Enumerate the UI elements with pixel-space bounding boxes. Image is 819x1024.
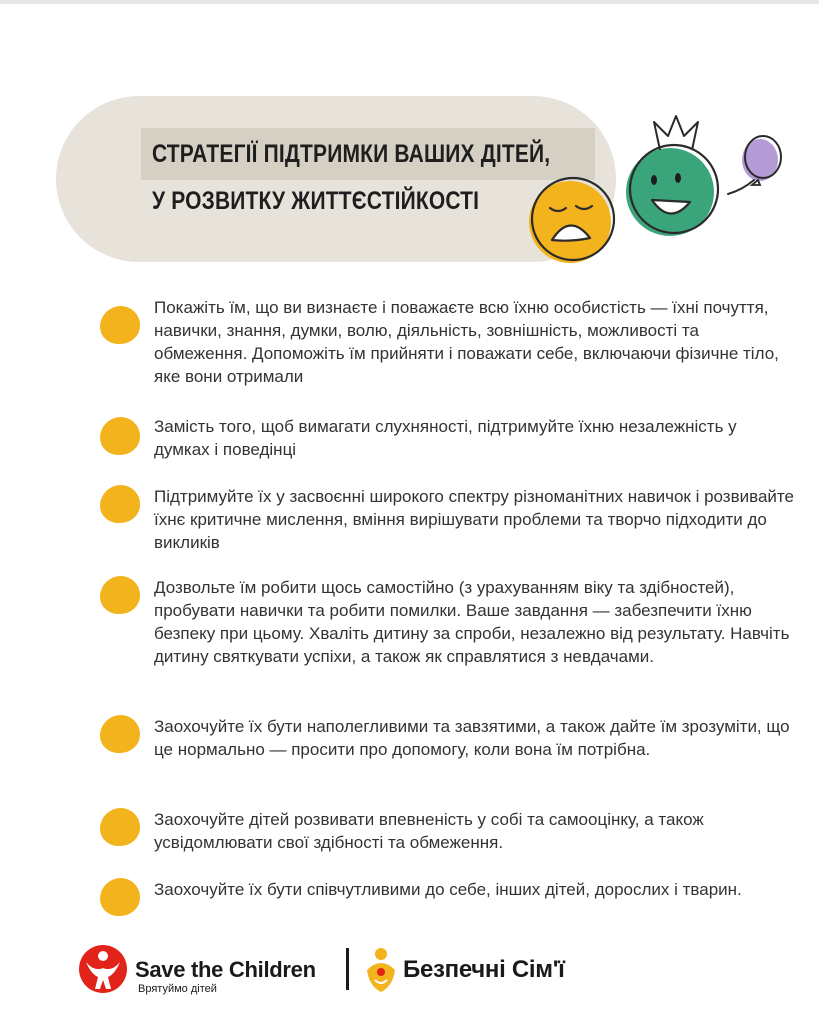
partner-name: Безпечні Сім'ї [403, 956, 565, 983]
safe-families-logo-icon [363, 944, 399, 994]
page-title-line-2: У РОЗВИТКУ ЖИТТЄСТІЙКОСТІ [152, 187, 480, 215]
bullet-icon [100, 878, 140, 916]
footer-logos [78, 940, 638, 1000]
bullet-icon [100, 306, 140, 344]
bullet-icon [100, 808, 140, 846]
bullet-icon [100, 715, 140, 753]
bullet-icon [100, 417, 140, 455]
happy-face-icon [626, 145, 718, 236]
page-title-line-1: СТРАТЕГІЇ ПІДТРИМКИ ВАШИХ ДІТЕЙ, [152, 140, 551, 168]
emoji-illustration [520, 100, 800, 270]
list-item-text: Замість того, щоб вимагати слухняності, підтримуйте їхню незалежність у думках і поведінці [154, 417, 737, 459]
list-item-text: Заохочуйте їх бути наполегливими та завзятими, а також дайте їм зрозуміти, що це нормально — просити про допомогу, коли вона їм потрібна. [154, 717, 790, 759]
list-item-text: Дозвольте їм робити щось самостійно (з урахуванням віку та здібностей), пробувати навички та робити помилки. Ваше завдання — забезпечити їхню безпеку при цьому. Хваліть дитину за спроби, незалежно від результату. Навчіть дитину святкувати успіхи, а також як справлятися з невдачами. [154, 578, 790, 666]
list-item-text: Заохочуйте їх бути співчутливими до себе, інших дітей, дорослих і тварин. [154, 880, 742, 899]
org-tagline: Врятуймо дітей [138, 983, 217, 995]
bullet-icon [100, 485, 140, 523]
list-item-text: Покажіть їм, що ви визнаєте і поважаєте всю їхню особистість — їхні почуття, навички, знання, думки, волю, діяльність, зовнішність, можливості та обмеження. Допоможіть їм прийняти і поважати себе, включаючи фізичне тіло, яке вони отримали [154, 298, 779, 386]
sad-face-icon [529, 178, 614, 263]
list-item-text: Заохочуйте дітей розвивати впевненість у собі та самооцінку, а також усвідомлювати свої здібності та обмеження. [154, 810, 704, 852]
org-name: Save the Children [135, 957, 316, 982]
top-rule [0, 0, 819, 4]
bullet-icon [100, 576, 140, 614]
list-item-text: Підтримуйте їх у засвоєнні широкого спектру різноманітних навичок і розвивайте їхнє критичне мислення, вміння вирішувати проблеми та творчо підходити до викликів [154, 487, 794, 552]
balloon-icon [728, 136, 781, 194]
divider [346, 948, 349, 990]
save-the-children-logo-icon [78, 944, 128, 994]
